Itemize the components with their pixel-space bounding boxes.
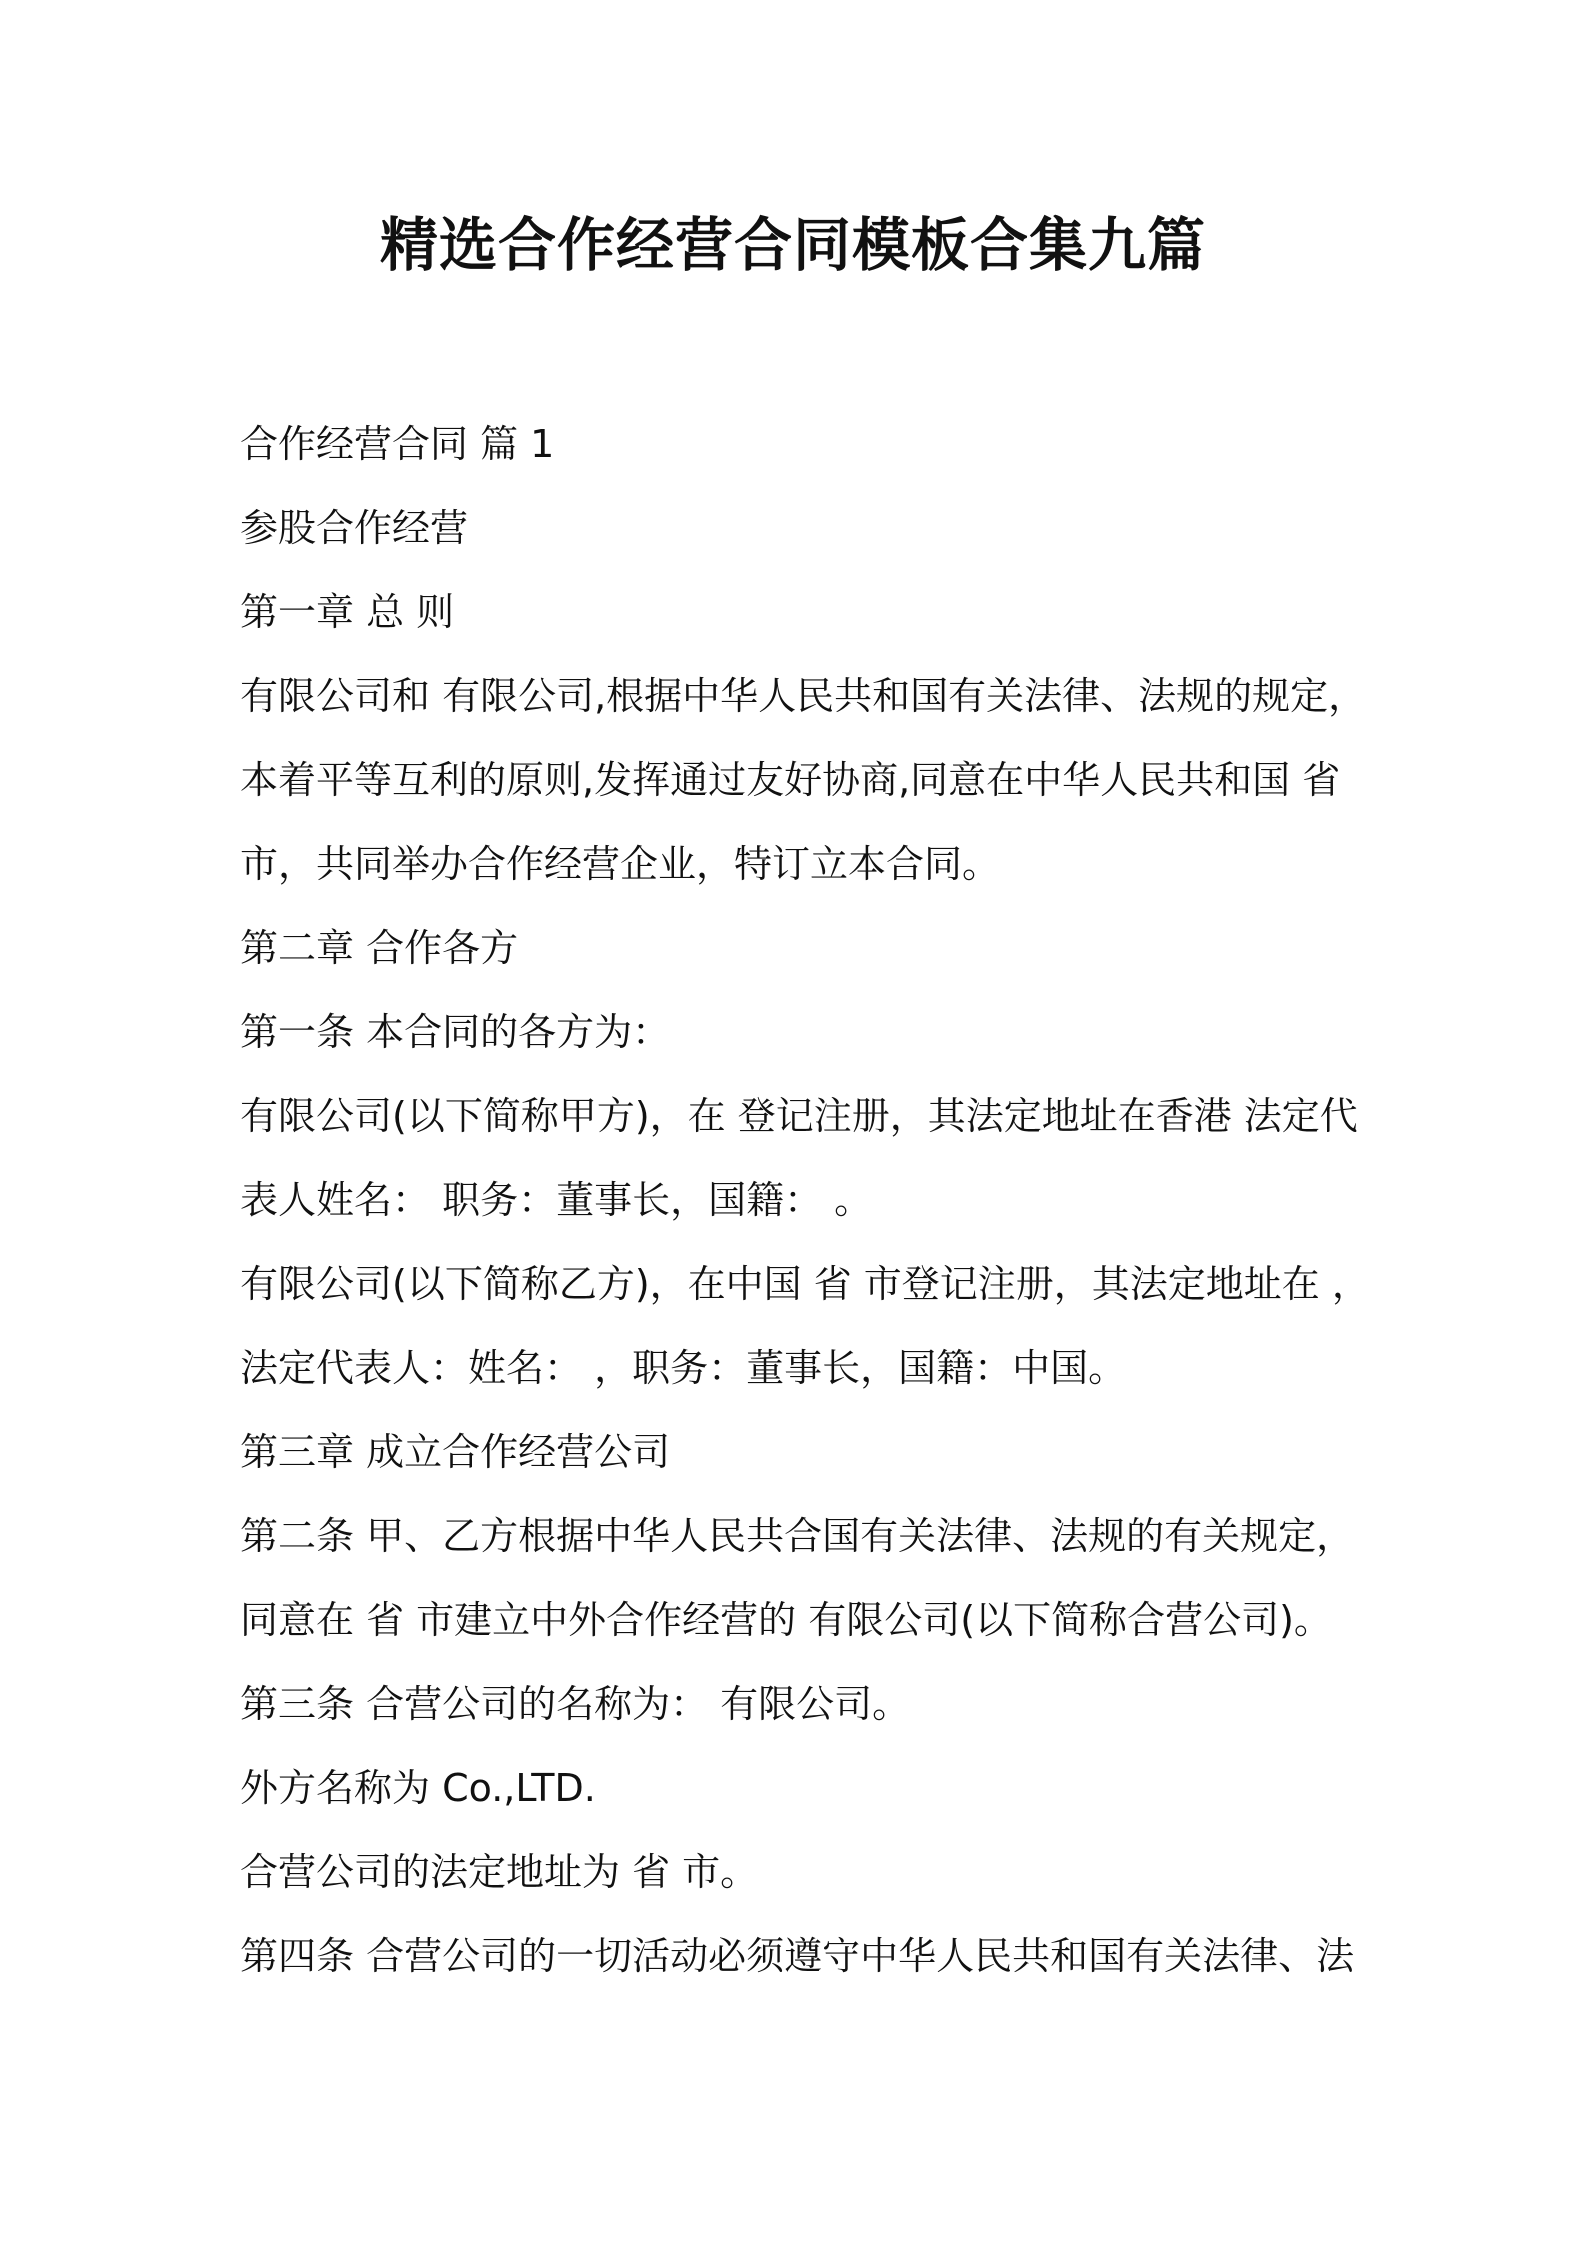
document-body [240,402,1370,1998]
paragraph-line: 市，共同举办合作经营企业，特订立本合同。 [240,842,1001,886]
paragraph-line: 法定代表人：姓名： ，职务：董事长，国籍：中国。 [240,1346,1127,1390]
paragraph-line: 本着平等互利的原则,发挥通过友好协商,同意在中华人民共和国 省 [240,758,1341,802]
paragraph-line: 同意在 省 市建立中外合作经营的 有限公司(以下简称合营公司)。 [240,1598,1332,1642]
chapter-heading: 第一章 总 则 [240,590,455,634]
paragraph-line: 表人姓名： 职务：董事长，国籍： 。 [240,1178,873,1222]
chapter-heading: 第二章 合作各方 [240,926,519,970]
chapter-heading: 第三章 成立合作经营公司 [240,1430,671,1474]
paragraph-line: 合营公司的法定地址为 省 市。 [240,1850,759,1894]
paragraph-line: 有限公司和 有限公司,根据中华人民共和国有关法律、法规的规定， [240,674,1367,718]
section-heading: 合作经营合同 篇 1 [240,422,555,466]
subtitle-line: 参股合作经营 [240,506,469,550]
document-title: 精选合作经营合同模板合集九篇 [379,211,1206,279]
article-line: 第四条 合营公司的一切活动必须遵守中华人民共和国有关法律、法 [240,1934,1355,1978]
article-line: 第三条 合营公司的名称为： 有限公司。 [240,1682,911,1726]
paragraph-line: 有限公司(以下简称乙方)，在中国 省 市登记注册，其法定地址在 ， [240,1262,1370,1306]
article-line: 第二条 甲、乙方根据中华人民共合国有关法律、法规的有关规定， [240,1514,1355,1558]
paragraph-line: 有限公司(以下简称甲方)，在 登记注册，其法定地址在香港 法定代 [240,1094,1358,1138]
paragraph-line: 外方名称为 Co.,LTD. [240,1766,596,1810]
article-line: 第一条 本合同的各方为： [240,1010,671,1054]
